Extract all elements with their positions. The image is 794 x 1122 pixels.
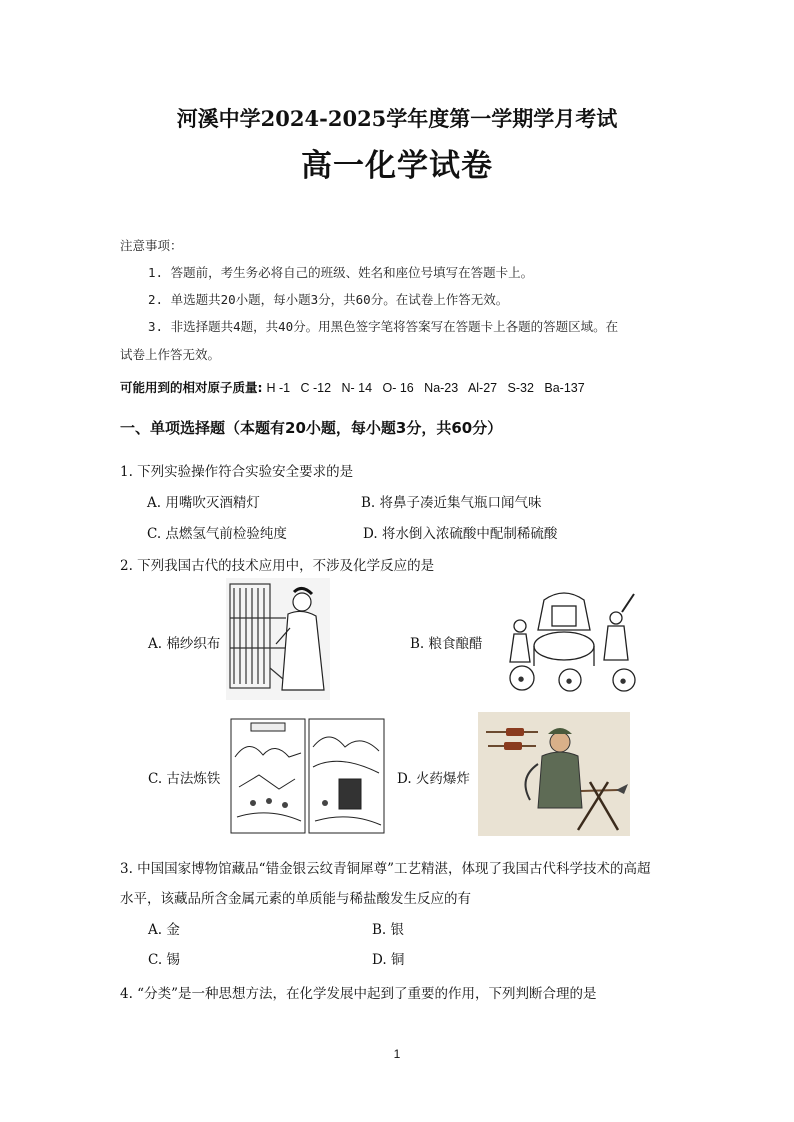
- q1-option-b: B. 将鼻子凑近集气瓶口闻气味: [361, 495, 542, 511]
- q2-option-b: B. 粮食酿醋: [410, 636, 483, 652]
- q4-stem: 4. “分类”是一种思想方法，在化学发展中起到了重要的作用，下列判断合理的是: [120, 986, 597, 1002]
- section-1-title: 一、单项选择题（本题有20小题，每小题3分，共60分）: [120, 419, 503, 437]
- svg-text:●: ●: [566, 677, 573, 685]
- q2-option-d: D. 火药爆炸: [397, 771, 470, 787]
- q1-option-d: D. 将水倒入浓硫酸中配制稀硫酸: [363, 526, 558, 542]
- q3-stem-line-1: 3. 中国国家博物馆藏品“错金银云纹青铜犀尊”工艺精湛，体现了我国古代科学技术的高超: [120, 861, 651, 877]
- notice-item-2: 2. 单选题共20小题，每小题3分，共60分。在试卷上作答无效。: [148, 292, 509, 307]
- notice-item-1: 1. 答题前，考生务必将自己的班级、姓名和座位号填写在答题卡上。: [148, 265, 534, 280]
- ancient-iron-smelting-image: [229, 717, 386, 835]
- notice-item-3-line-2: 试卷上作答无效。: [120, 347, 221, 362]
- weaving-loom-image: [226, 578, 330, 700]
- q3-option-c: C. 锡: [148, 952, 180, 968]
- q2-option-a: A. 棉纱织布: [148, 636, 221, 652]
- gunpowder-explosion-image: [478, 712, 630, 836]
- notice-item-3-line-1: 3. 非选择题共4题，共40分。用黑色签字笔将答案写在答题卡上各题的答题区域。在: [148, 319, 619, 334]
- atomic-mass-values: H -1 C -12 N- 14 O- 16 Na-23 Al-27 S-32 Ba-137: [266, 381, 585, 395]
- q1-option-c: C. 点燃氢气前检验纯度: [147, 526, 287, 542]
- exam-title: 河溪中学2024-2025学年度第一学期学月考试: [176, 106, 618, 131]
- exam-subtitle: 高一化学试卷: [301, 148, 493, 184]
- q3-option-d: D. 铜: [372, 952, 405, 968]
- q3-option-a: A. 金: [148, 922, 180, 938]
- vinegar-brewing-image: [504, 586, 638, 694]
- q3-stem-line-2: 水平，该藏品所含金属元素的单质能与稀盐酸发生反应的有: [120, 891, 471, 907]
- q2-stem: 2. 下列我国古代的技术应用中，不涉及化学反应的是: [120, 558, 435, 574]
- svg-text:●: ●: [620, 677, 627, 685]
- notice-heading: 注意事项：: [120, 238, 183, 253]
- page-number: 1: [393, 1047, 401, 1061]
- q1-stem: 1. 下列实验操作符合实验安全要求的是: [120, 464, 354, 480]
- q3-option-b: B. 银: [372, 922, 405, 938]
- q2-option-c: C. 古法炼铁: [148, 771, 221, 787]
- atomic-mass-label: 可能用到的相对原子质量:: [120, 380, 263, 395]
- atomic-mass-row: [120, 378, 585, 396]
- svg-text:●: ●: [518, 675, 525, 683]
- q1-option-a: A. 用嘴吹灭酒精灯: [147, 495, 260, 511]
